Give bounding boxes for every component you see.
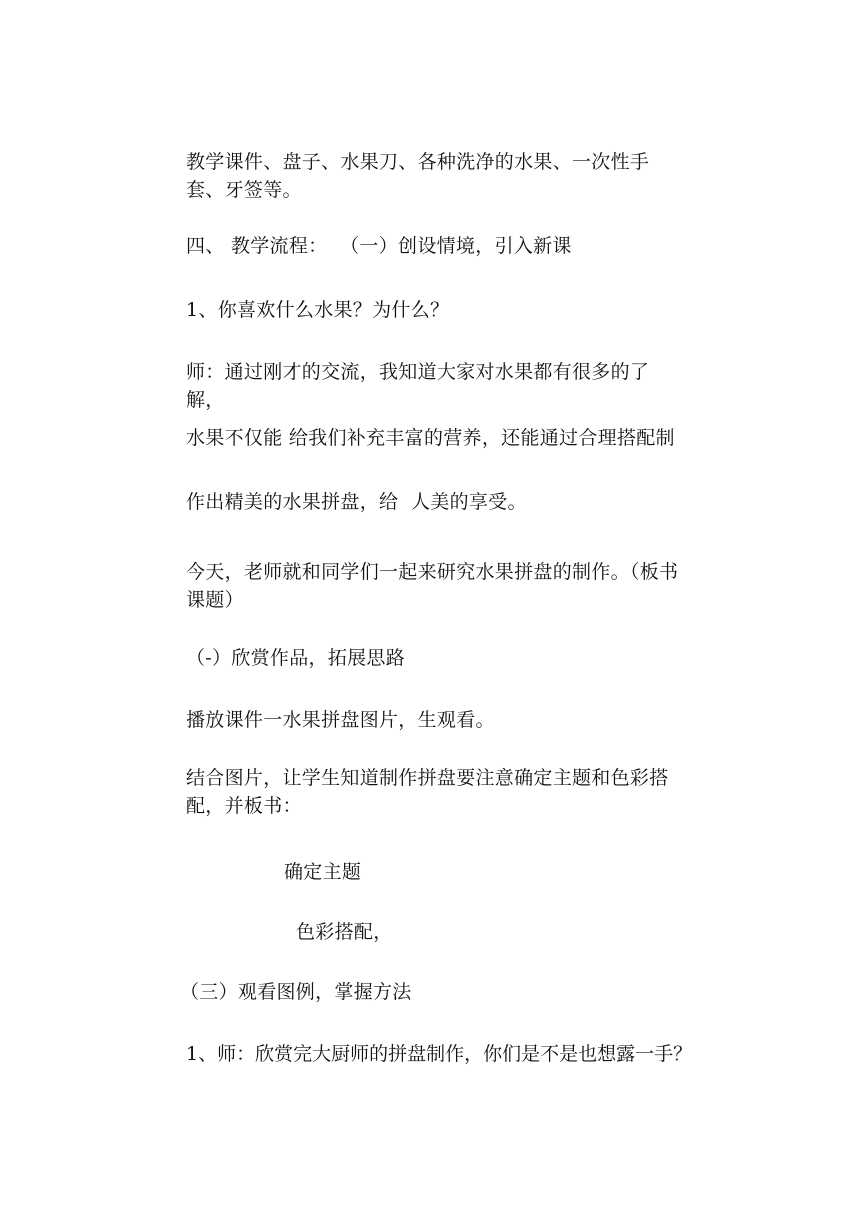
observe-examples-heading: （三）观看图例，掌握方法 [180, 981, 412, 1003]
materials-paragraph: 教学课件、盘子、水果刀、各种洗净的水果、一次性手套、牙签等。 [186, 151, 650, 201]
teacher-remark-line-1: 师：通过刚才的交流，我知道大家对水果都有很多的了解， [186, 361, 650, 411]
teacher-remark-line-2: 水果不仅能 给我们补充丰富的营养，还能通过合理搭配制 [186, 427, 675, 449]
play-courseware-paragraph: 播放课件一水果拼盘图片，生观看。 [186, 709, 495, 731]
appreciate-works-heading: （-）欣赏作品，拓展思路 [186, 647, 406, 669]
teacher-question-last: 1、师：欣赏完大厨师的拼盘制作，你们是不是也想露一手？ [186, 1043, 693, 1065]
question-favorite-fruit: 1、你喜欢什么水果？为什么？ [186, 299, 450, 321]
combine-pictures-paragraph: 结合图片，让学生知道制作拼盘要注意确定主题和色彩搭配，并板书： [186, 767, 669, 817]
board-item-color: 色彩搭配， [296, 921, 393, 943]
teacher-remark-line-3: 作出精美的水果拼盘，给 人美的享受。 [186, 491, 527, 513]
today-topic-paragraph: 今天，老师就和同学们一起来研究水果拼盘的制作。（板书课题） [186, 561, 679, 611]
board-item-theme: 确定主题 [284, 861, 362, 883]
teaching-flow-heading: 四、 教学流程： （一）创设情境，引入新课 [186, 235, 572, 257]
